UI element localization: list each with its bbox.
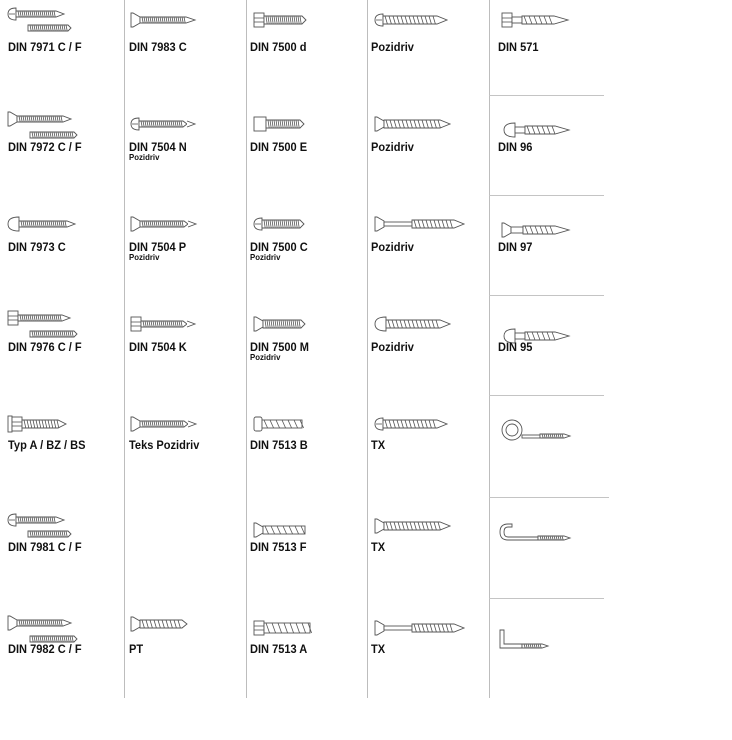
screw-standard-label: TX	[371, 642, 386, 656]
screw-cell	[371, 604, 489, 704]
countersunk-tapping-screw-icon	[129, 4, 247, 44]
screw-standard-label: DIN 571	[498, 40, 539, 54]
screw-standard-label: DIN 95	[498, 340, 533, 354]
screw-standard-label: DIN 7513 A	[250, 642, 308, 656]
screw-cell	[498, 502, 616, 602]
screw-cell	[250, 400, 368, 500]
screw-standard-label: DIN 7500 d	[250, 40, 307, 54]
screw-standard-label: DIN 7504 K	[129, 340, 187, 354]
hex-wood-screw-icon	[498, 4, 616, 44]
screw-cell	[129, 200, 247, 300]
screw-standard-label: DIN 7981 C / F	[8, 540, 82, 554]
screw-cell	[250, 300, 368, 400]
screw-cell	[8, 300, 126, 400]
screw-cell	[8, 400, 126, 500]
screw-standard-label: DIN 7504 P	[129, 240, 187, 254]
screw-standard-label: DIN 7971 C / F	[8, 40, 82, 54]
screw-standard-label: DIN 7983 C	[129, 40, 187, 54]
double-slotted-screw-icon	[8, 4, 126, 44]
screw-cell	[8, 200, 126, 300]
screw-cell	[8, 0, 126, 100]
pt-screw-icon	[129, 612, 247, 652]
screw-cell	[129, 300, 247, 400]
screw-cell	[371, 300, 489, 400]
screw-cell	[498, 100, 616, 200]
screw-cell	[129, 0, 247, 100]
screw-standard-label: DIN 7973 C	[8, 240, 66, 254]
screw-cell	[498, 400, 616, 500]
screw-standard-label: Teks Pozidriv	[129, 438, 200, 452]
screw-cell	[498, 604, 616, 704]
screw-standard-label: DIN 7972 C / F	[8, 140, 82, 154]
screw-cell	[250, 502, 368, 602]
drive-type-label: Pozidriv	[250, 252, 281, 262]
screw-standard-label: DIN 7513 B	[250, 438, 308, 452]
screw-cell	[129, 502, 247, 602]
countersunk-tx-screw-icon	[371, 510, 489, 550]
screw-cell	[371, 100, 489, 200]
screw-standard-label: DIN 7500 M	[250, 340, 309, 354]
screw-standard-label: Pozidriv	[371, 140, 414, 154]
screw-standard-label: DIN 97	[498, 240, 533, 254]
pan-chipboard-screw-icon	[371, 4, 489, 44]
cup-hook-icon	[498, 510, 616, 550]
screw-cell	[250, 200, 368, 300]
hex-thread-forming-screw-icon	[250, 4, 368, 44]
screw-cell	[8, 100, 126, 200]
screw-standard-label: Pozidriv	[371, 340, 414, 354]
screw-cell	[498, 0, 616, 100]
screw-standard-label: DIN 7500 C	[250, 240, 308, 254]
screw-standard-label: TX	[371, 438, 386, 452]
screw-standard-label: PT	[129, 642, 144, 656]
screw-cell	[250, 100, 368, 200]
screw-cell	[129, 100, 247, 200]
screw-cell	[371, 502, 489, 602]
screw-standard-label: DIN 7976 C / F	[8, 340, 82, 354]
screw-standard-label: DIN 7982 C / F	[8, 642, 82, 656]
drive-type-label: Pozidriv	[129, 252, 160, 262]
pan-tx-screw-icon	[371, 408, 489, 448]
screw-standard-label: DIN 7500 E	[250, 140, 308, 154]
screw-cell	[129, 400, 247, 500]
screw-standard-label: Typ A / BZ / BS	[8, 438, 86, 452]
drive-type-label: Pozidriv	[129, 152, 160, 162]
screw-cell	[8, 604, 126, 704]
l-hook-icon	[498, 612, 616, 652]
drive-type-label: Pozidriv	[250, 352, 281, 362]
screw-standard-label: TX	[371, 540, 386, 554]
screw-standard-label: DIN 96	[498, 140, 533, 154]
screw-cell	[250, 604, 368, 704]
column-divider	[489, 0, 490, 698]
screw-cell	[371, 400, 489, 500]
screw-standard-label: Pozidriv	[371, 40, 414, 54]
screw-cell	[498, 200, 616, 300]
screw-standard-label: Pozidriv	[371, 240, 414, 254]
screw-cell	[250, 0, 368, 100]
eye-hook-icon	[498, 408, 616, 448]
screw-standard-label: DIN 7504 N	[129, 140, 187, 154]
screw-cell	[371, 0, 489, 100]
screw-standard-label: DIN 7513 F	[250, 540, 307, 554]
screw-cell	[371, 200, 489, 300]
screw-cell	[498, 300, 616, 400]
screw-cell	[8, 502, 126, 602]
screw-cell	[129, 604, 247, 704]
long-tx-screw-icon	[371, 612, 489, 652]
